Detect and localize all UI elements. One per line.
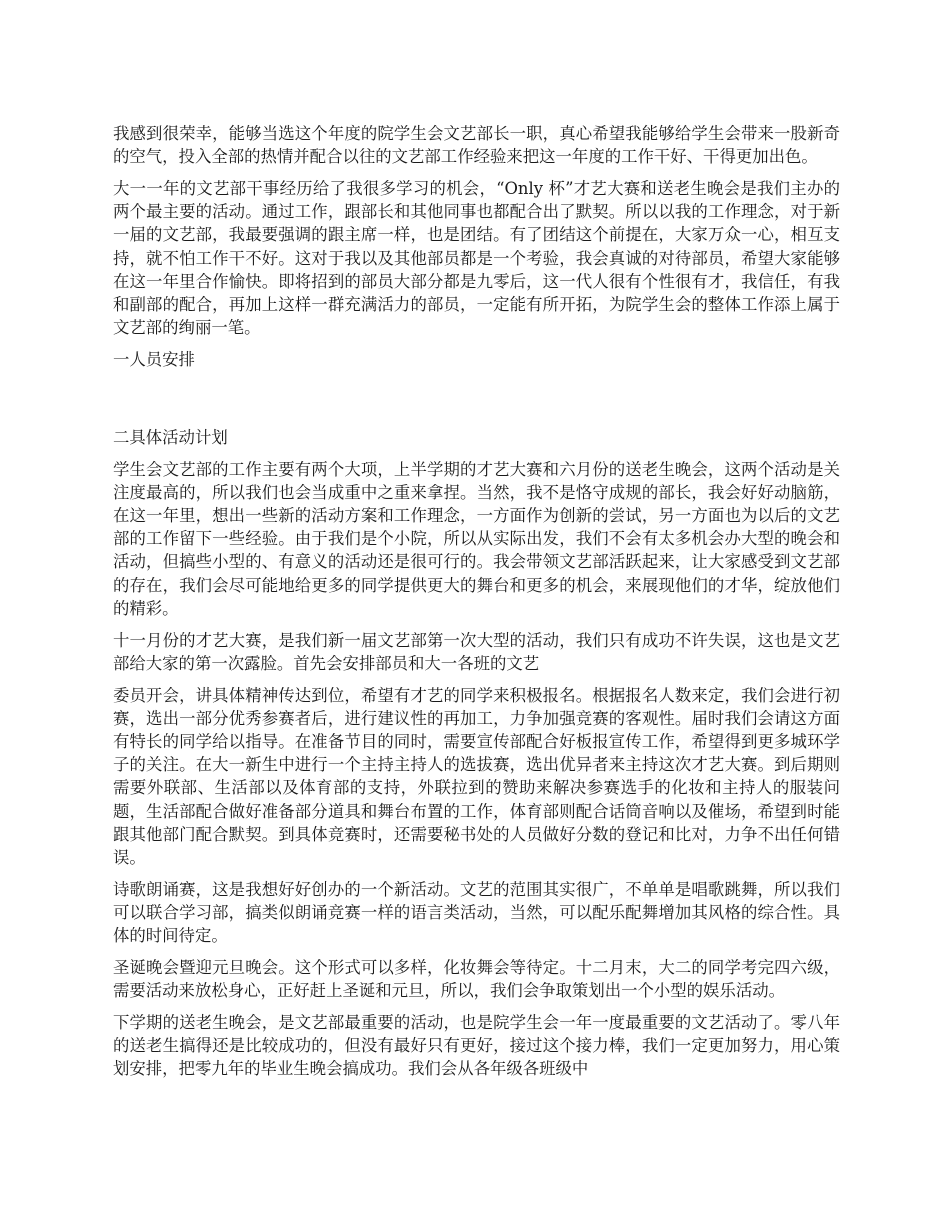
document-page — [113, 122, 840, 1089]
paragraph-intro: 我感到很荣幸，能够当选这个年度的院学生会文艺部长一职，真心希望我能够给学生会带来一股新奇的空气，投入全部的热情并配合以往的文艺部工作经验来把这一年度的工作干好、干得更加出色。 — [113, 124, 840, 167]
section-heading-staffing: 一人员安排 — [113, 350, 195, 370]
blank-spacer — [113, 380, 840, 426]
paragraph-farewell-party: 下学期的送老生晚会，是文艺部最重要的活动，也是院学生会一年一度最重要的文艺活动了。零八年的送老生搞得还是比较成功的，但没有最好只有更好，接过这个接力棒，我们一定更加努力，用心策划安排，把零九年的毕业生晚会搞成功。我们会从各年级各班级中 — [113, 1013, 840, 1079]
paragraph-poetry-contest: 诗歌朗诵赛，这是我想好好创办的一个新活动。文艺的范围其实很广，不单单是唱歌跳舞，所以我们可以联合学习部，搞类似朗诵竞赛一样的语言类活动，当然，可以配乐配舞增加其风格的综合性。具体的时间待定。 — [113, 879, 840, 946]
paragraph-main-tasks: 学生会文艺部的工作主要有两个大项，上半学期的才艺大赛和六月份的送老生晚会，这两个活动是关注度最高的，所以我们也会当成重中之重来拿捏。当然，我不是恪守成规的部长，我会好好动脑筋，在这一年里，想出一些新的活动方案和工作理念，一方面作为创新的尝试，另一方面也为以后的文艺部的工作留下一些经验。由于我们是个小院，所以从实际出发，我们不会有太多机会办大型的晚会和活动，但搞些小型的、有意义的活动还是很可行的。我会带领文艺部活跃起来，让大家感受到文艺部的存在，我们会尽可能地给更多的同学提供更大的舞台和更多的机会，来展现他们的才华，绽放他们的精彩。 — [113, 459, 840, 618]
paragraph-talent-contest: 十一月份的才艺大赛，是我们新一届文艺部第一次大型的活动，我们只有成功不许失误，这也是文艺部给大家的第一次露脸。首先会安排部员和大一各班的文艺 — [113, 630, 840, 673]
paragraph-experience: 大一一年的文艺部干事经历给了我很多学习的机会，“Only 杯”才艺大赛和送老生晚会是我们主办的两个最主要的活动。通过工作，跟部长和其他同事也都配合出了默契。所以以我的工作理念，对于新一届的文艺部，我最要强调的跟主席一样，也是团结。有了团结这个前提在，大家万众一心，相互支持，就不怕工作干不好。这对于我以及其他部员都是一个考验，我会真诚的对待部员，希望大家能够在这一年里合作愉快。即将招到的部员大部分都是九零后，这一代人很有个性很有才，我信任，有我和副部的配合，再加上这样一群充满活力的部员，一定能有所开拓，为院学生会的整体工作添上属于文艺部的绚丽一笔。 — [113, 179, 840, 338]
paragraph-christmas-party: 圣诞晚会暨迎元旦晚会。这个形式可以多样，化妆舞会等待定。十二月末，大二的同学考完四六级，需要活动来放松身心，正好赶上圣诞和元旦，所以，我们会争取策划出一个小型的娱乐活动。 — [113, 958, 840, 1001]
paragraph-committee-meeting: 委员开会，讲具体精神传达到位，希望有才艺的同学来积极报名。根据报名人数来定，我们会进行初赛，选出一部分优秀参赛者后，进行建议性的再加工，力争加强竞赛的客观性。届时我们会请这方面有特长的同学给以指导。在准备节目的同时，需要宣传部配合好板报宣传工作，希望得到更多城环学子的关注。在大一新生中进行一个主持主持人的选拔赛，选出优异者来主持这次才艺大赛。到后期则需要外联部、生活部以及体育部的支持，外联拉到的赞助来解决参赛选手的化妆和主持人的服装问题，生活部配合做好准备部分道具和舞台布置的工作，体育部则配合话筒音响以及催场，希望到时能跟其他部门配合默契。到具体竞赛时，还需要秘书处的人员做好分数的登记和比对，力争不出任何错误。 — [113, 685, 840, 868]
section-heading-activity-plan: 二具体活动计划 — [113, 427, 228, 447]
